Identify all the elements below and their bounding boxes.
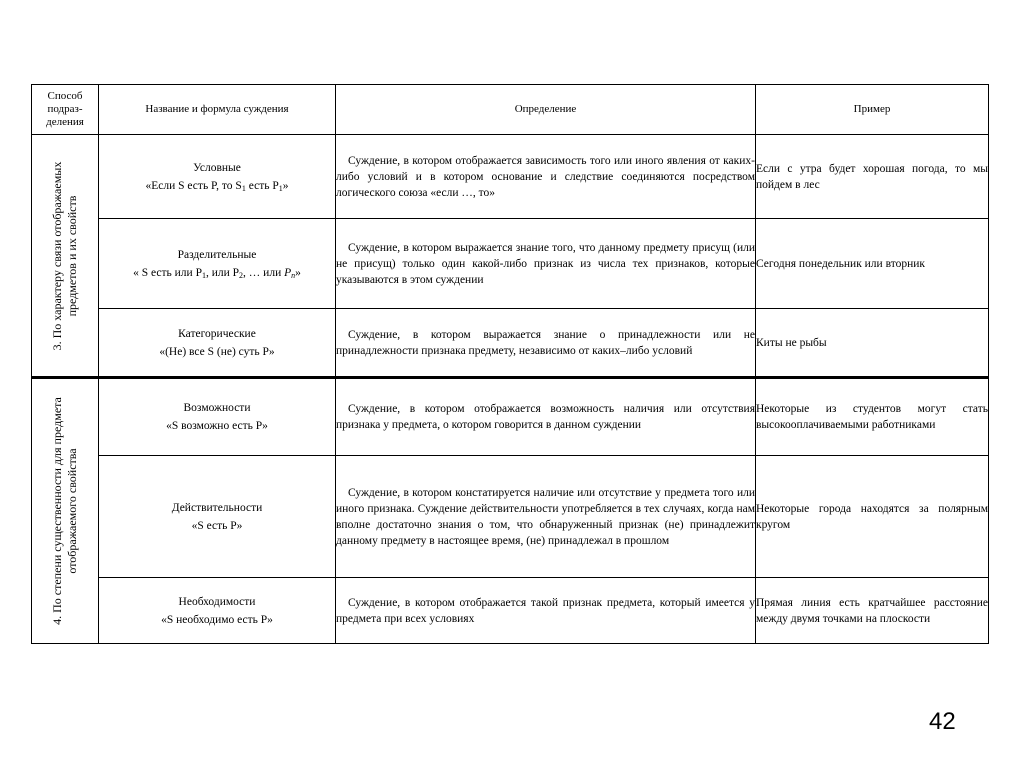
- judgment-name-cell: [99, 378, 336, 456]
- table-row: [32, 219, 989, 309]
- group-3-line1: 3. По характеру связи отображаемых: [50, 161, 64, 350]
- header-method: Способ подраз-деления: [32, 85, 99, 135]
- example-cell: [756, 219, 989, 309]
- judgment-formula: « S есть или $P_1$, или $P_2$, … или $P_n$»: [133, 266, 301, 280]
- judgment-name: Категорические: [178, 327, 256, 340]
- definition-cell: [336, 578, 756, 644]
- page-number: 42: [929, 708, 956, 735]
- definition-text: Суждение, в котором констатируется наличие или отсутствие у предмета того или иного признака. Суждение действительности употребляется в тех случаях, когда нам вполне достаточно знания о том, что обнаруженный признак (не) принадлежит данному предмету в настоящее время, (не) принадлежал в прошлом: [336, 486, 755, 547]
- group-label-3: [32, 135, 99, 378]
- judgment-name-cell: [99, 456, 336, 578]
- example-cell: [756, 309, 989, 378]
- example-text: Прямая линия есть кратчайшее расстояние между двумя точками на плоскости: [756, 596, 988, 625]
- group-label-4: [32, 378, 99, 644]
- example-text: Киты не рыбы: [756, 336, 827, 349]
- definition-text: Суждение, в котором отображается такой признак предмета, который имеется у предмета при всех условиях: [336, 596, 755, 625]
- example-cell: [756, 578, 989, 644]
- example-text: Сегодня понедельник или вторник: [756, 257, 925, 270]
- group-4-line1: 4. По степени существенности для предмета: [50, 397, 64, 625]
- header-name-formula: Название и формула суждения: [99, 85, 336, 135]
- table-header-row: [32, 85, 989, 135]
- example-cell: [756, 378, 989, 456]
- judgment-name: Необходимости: [178, 595, 256, 608]
- example-cell: [756, 456, 989, 578]
- table-row: [32, 135, 989, 219]
- definition-cell: [336, 219, 756, 309]
- definition-cell: [336, 456, 756, 578]
- judgment-name-cell: [99, 309, 336, 378]
- definition-text: Суждение, в котором отображается возможность наличия или отсутствия признака у предмета, о котором говорится в данном суждении: [336, 403, 755, 431]
- judgment-formula: «S возможно есть P»: [166, 420, 268, 432]
- header-example: Пример: [756, 85, 989, 135]
- judgment-name: Разделительные: [177, 248, 257, 261]
- example-text: Некоторые из студентов могут стать высокооплачиваемыми работниками: [756, 403, 988, 431]
- definition-cell: [336, 378, 756, 456]
- example-cell: [756, 135, 989, 219]
- example-text: Если с утра будет хорошая погода, то мы пойдем в лес: [756, 162, 988, 191]
- judgment-name: Возможности: [183, 402, 251, 414]
- judgments-table: [31, 84, 989, 644]
- definition-text: Суждение, в котором отображается зависимость того или иного явления от каких-либо условий и в котором основание и следствие соединяются посредством логического союза «если …, то»: [336, 154, 755, 199]
- table-row: [32, 578, 989, 644]
- table-row: [32, 456, 989, 578]
- judgment-name-cell: [99, 135, 336, 219]
- judgment-formula: «(Не) все S (не) суть P»: [159, 345, 275, 358]
- judgment-formula: «S необходимо есть P»: [161, 613, 273, 626]
- judgment-name-cell: [99, 578, 336, 644]
- judgment-name-cell: [99, 219, 336, 309]
- judgment-formula: «Если S есть P, то $S_1$ есть $P_1$»: [145, 179, 289, 193]
- judgment-formula: «S есть P»: [191, 519, 243, 532]
- definition-cell: [336, 309, 756, 378]
- definition-cell: [336, 135, 756, 219]
- definition-text: Суждение, в котором выражается знание того, что данному предмету присущ (или не присущ) только один какой-либо признак из числа тех признаков, которые указываются в этом суждении: [336, 241, 755, 286]
- judgment-name: Условные: [193, 161, 241, 174]
- group-3-line2: предметов и их свойств: [65, 195, 79, 316]
- definition-text: Суждение, в котором выражается знание о принадлежности или не принадлежности признака предмету, независимо от каких–либо условий: [336, 328, 755, 357]
- judgment-name: Действительности: [171, 501, 263, 514]
- table-row: [32, 378, 989, 456]
- group-4-line2: отображаемого свойства: [65, 448, 79, 574]
- header-definition: Определение: [336, 85, 756, 135]
- example-text: Некоторые города находятся за полярным кругом: [756, 502, 988, 531]
- table-row: [32, 309, 989, 378]
